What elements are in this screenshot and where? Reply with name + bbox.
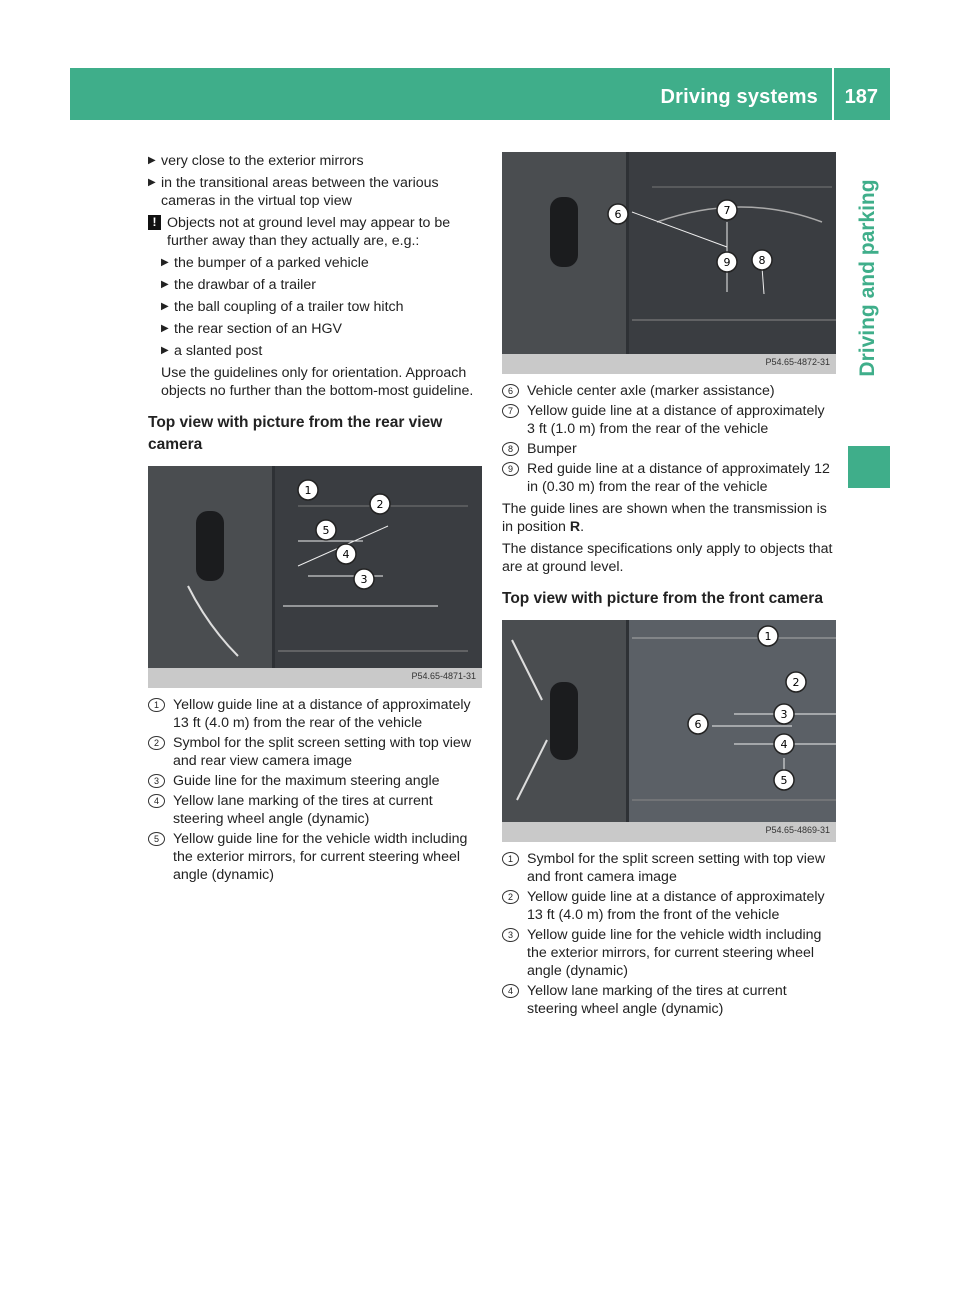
rear-camera-figure [148, 466, 482, 688]
svg-text:1: 1 [764, 630, 772, 643]
list-item: 4 Yellow lane marking of the tires at current steering wheel angle (dynamic) [148, 792, 482, 828]
svg-text:3: 3 [360, 573, 368, 586]
svg-text:8: 8 [758, 254, 766, 267]
number-icon: 3 [502, 928, 519, 942]
svg-text:4: 4 [780, 738, 788, 751]
rear-camera-detail-figure [502, 152, 836, 374]
chapter-marker [848, 446, 890, 488]
svg-text:4: 4 [342, 548, 350, 561]
svg-text:2: 2 [792, 676, 800, 689]
callout-4 [336, 544, 356, 564]
list-item: 9 Red guide line at a distance of approximately 12 in (0.30 m) from the rear of the vehicle [502, 460, 836, 496]
list-item: 3 Yellow guide line for the vehicle width including the exterior mirrors, for current steering wheel angle (dynamic) [502, 926, 836, 980]
list-item: 2 Symbol for the split screen setting with top view and rear view camera image [148, 734, 482, 770]
list-item: 8 Bumper [502, 440, 836, 458]
rear-camera-detail-overlay [502, 152, 836, 374]
number-icon: 2 [148, 736, 165, 750]
number-icon: 4 [502, 984, 519, 998]
list-item: ▶ the bumper of a parked vehicle [161, 255, 369, 271]
page-number: 187 [844, 86, 878, 108]
guide-line [517, 740, 547, 800]
svg-text:1: 1 [304, 484, 312, 497]
number-icon: 4 [148, 794, 165, 808]
left-column [148, 152, 482, 886]
svg-text:3: 3 [780, 708, 788, 721]
front-camera-figure [502, 620, 836, 842]
callout-5 [316, 520, 336, 540]
bullet-icon: ▶ [161, 323, 169, 334]
list-item: 3 Guide line for the maximum steering angle [148, 772, 482, 790]
svg-text:7: 7 [723, 204, 731, 217]
svg-text:5: 5 [322, 524, 330, 537]
callout-8 [752, 250, 772, 270]
callout-6 [688, 714, 708, 734]
figure-code: P54.65-4872-31 [765, 357, 830, 367]
svg-text:6: 6 [694, 718, 702, 731]
section-title: Driving systems [660, 86, 818, 108]
number-icon: 1 [502, 852, 519, 866]
callout-2 [786, 672, 806, 692]
section-heading: Top view with picture from the front camera [502, 590, 823, 607]
list-item: 1 Symbol for the split screen setting with top view and front camera image [502, 850, 836, 886]
warning-icon: ! [148, 215, 161, 230]
bullet-icon: ▶ [161, 345, 169, 356]
list-item: ▶ the drawbar of a trailer [161, 277, 316, 293]
header-divider [832, 68, 834, 120]
callout-2 [370, 494, 390, 514]
list-item: 7 Yellow guide line at a distance of approximately 3 ft (1.0 m) from the rear of the vehicle [502, 402, 836, 438]
figure-code: P54.65-4869-31 [765, 825, 830, 835]
list-item: ▶ in the transitional areas between the various cameras in the virtual top view [148, 175, 439, 209]
number-icon: 6 [502, 384, 519, 398]
callout-1 [298, 480, 318, 500]
right-column [502, 152, 836, 1020]
bullet-icon: ▶ [148, 155, 156, 166]
bullet-icon: ▶ [148, 177, 156, 188]
svg-text:6: 6 [614, 208, 622, 221]
vehicle-shape [550, 682, 578, 760]
number-icon: 2 [502, 890, 519, 904]
list-item: ▶ the rear section of an HGV [161, 321, 342, 337]
rear-camera-overlay [148, 466, 482, 688]
list-item: ▶ the ball coupling of a trailer tow hitch [161, 299, 404, 315]
svg-text:5: 5 [780, 774, 788, 787]
svg-text:9: 9 [723, 256, 731, 269]
number-icon: 7 [502, 404, 519, 418]
list-item: 1 Yellow guide line at a distance of approximately 13 ft (4.0 m) from the rear of the vehicle [148, 696, 482, 732]
bullet-icon: ▶ [161, 301, 169, 312]
number-icon: 1 [148, 698, 165, 712]
list-item: ▶ a slanted post [161, 343, 263, 359]
callout-3 [354, 569, 374, 589]
transmission-note: The guide lines are shown when the transmission is in position R. [502, 501, 827, 535]
guide-curve [657, 207, 822, 222]
callout-5 [774, 770, 794, 790]
header-bar [70, 68, 890, 120]
section-heading: Top view with picture from the rear view camera [148, 414, 443, 453]
leader-line [632, 212, 727, 247]
callout-7 [717, 200, 737, 220]
list-item: 5 Yellow guide line for the vehicle width including the exterior mirrors, for current steering wheel angle (dynamic) [148, 830, 482, 884]
chapter-label: Driving and parking [855, 179, 879, 377]
callout-1 [758, 626, 778, 646]
list-item: ▶ very close to the exterior mirrors [148, 153, 364, 169]
callout-4 [774, 734, 794, 754]
bullet-icon: ▶ [161, 279, 169, 290]
callout-9 [717, 252, 737, 272]
distance-note: The distance specifications only apply to objects that are at ground level. [502, 541, 833, 575]
vehicle-shape [550, 197, 578, 267]
guideline-note: Use the guidelines only for orientation. Approach objects no further than the bottom-most guideline. [161, 365, 474, 399]
chapter-tab [845, 128, 890, 428]
callout-3 [774, 704, 794, 724]
number-icon: 5 [148, 832, 165, 846]
figure-code: P54.65-4871-31 [411, 671, 476, 681]
number-icon: 3 [148, 774, 165, 788]
guide-curve [188, 586, 238, 656]
front-camera-overlay [502, 620, 836, 842]
svg-text:2: 2 [376, 498, 384, 511]
bullet-icon: ▶ [161, 257, 169, 268]
guide-line [512, 640, 542, 700]
callout-6 [608, 204, 628, 224]
leader-line [762, 267, 764, 294]
number-icon: 8 [502, 442, 519, 456]
list-item: 6 Vehicle center axle (marker assistance) [502, 382, 836, 400]
vehicle-shape [196, 511, 224, 581]
number-icon: 9 [502, 462, 519, 476]
warning-note: ! Objects not at ground level may appear to be further away than they actually are, e.g.: [148, 214, 482, 250]
list-item: 2 Yellow guide line at a distance of approximately 13 ft (4.0 m) from the front of the vehicle [502, 888, 836, 924]
list-item: 4 Yellow lane marking of the tires at current steering wheel angle (dynamic) [502, 982, 836, 1018]
